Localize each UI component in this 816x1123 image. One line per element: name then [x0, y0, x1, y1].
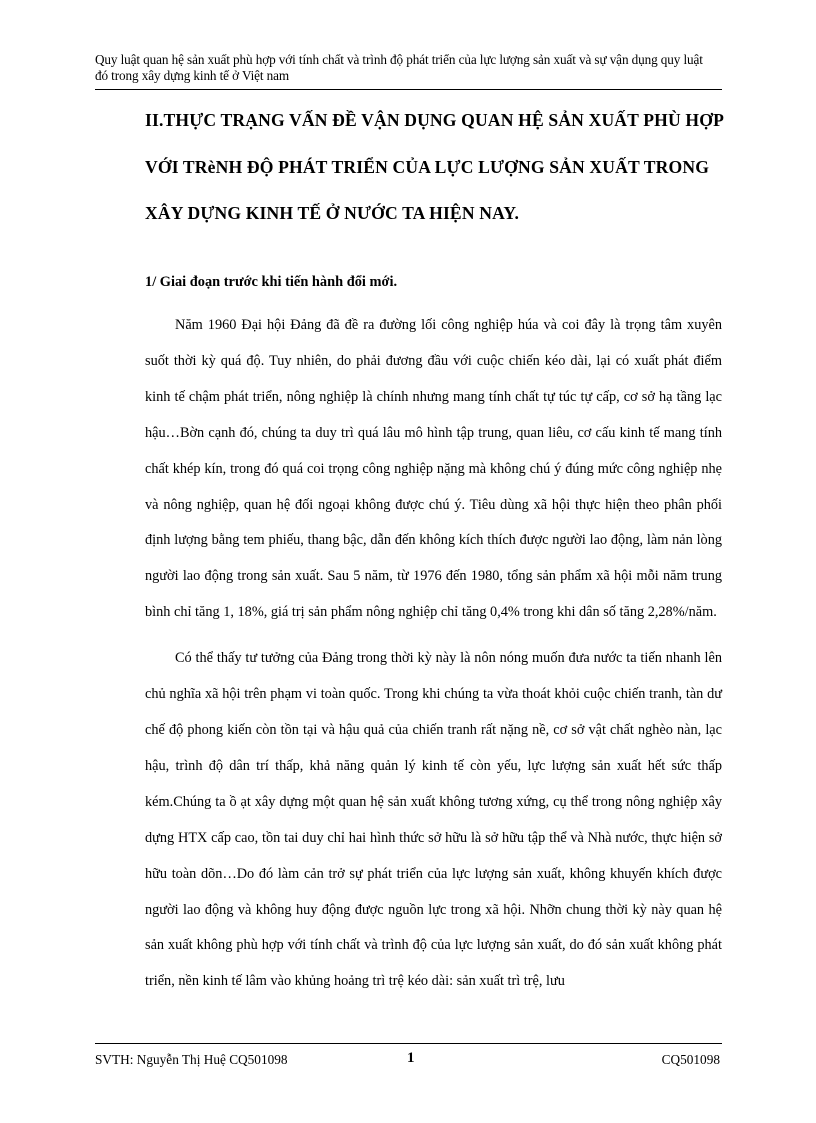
- section-heading: 1/ Giai đoạn trước khi tiến hành đổi mới.: [145, 274, 398, 290]
- body-text: [145, 308, 722, 1010]
- paragraph-2: Có thể thấy tư tưởng của Đảng trong thời kỳ này là nôn nóng muốn đưa nước ta tiến nhanh lên chủ nghĩa xã hội trên phạm vi toàn quốc. Trong khi chúng ta vừa thoát khỏi cuộc chiến tranh, tàn dư chế độ phong kiến còn tồn tại và hậu quả của chiến tranh rất nặng nề, cơ sở vật chất nghèo nàn, lạc hậu, trình độ dân trí thấp, khả năng quản lý kinh tế còn yếu, lực lượng sản xuất hết sức thấp kém.Chúng ta ồ ạt xây dựng một quan hệ sản xuất không tương xứng, cụ thể trong nông nghiệp xây dựng HTX cấp cao, tồn tai duy chỉ hai hình thức sở hữu là sở hữu tập thể và Nhà nước, thực hiện sở hữu toàn dõn…Do đó làm cản trở sự phát triển của lực lượng sản xuất, không khuyến khích được người lao động và không huy động được nguồn lực trong xã hội. Nhỡn chung thời kỳ này quan hệ sản xuất không phù hợp với tính chất và trình độ của lực lượng sản xuất, do đó sản xuất không phát triển, nền kinh tế lâm vào khủng hoảng trì trệ kéo dài: sản xuất trì trệ, lưu: [145, 650, 722, 990]
- page-number: 1: [407, 1050, 415, 1066]
- footer-code: CQ501098: [661, 1052, 720, 1067]
- chapter-title: II.THỰC TRẠNG VẤN ĐỀ VẬN DỤNG QUAN HỆ SẢN XUẤT PHÙ HỢP VỚI TRèNH ĐỘ PHÁT TRIỂN CỦA LỰC LƯỢNG SẢN XUẤT TRONG XÂY DỰNG KINH TẾ Ở NƯỚC TA HIỆN NAY.: [145, 110, 723, 223]
- paragraph-1: Năm 1960 Đại hội Đảng đã đề ra đường lối công nghiệp húa và coi đây là trọng tâm xuyên suốt thời kỳ quá độ. Tuy nhiên, do phải đương đầu với cuộc chiến kéo dài, lại có xuất phát điểm kinh tế chậm phát triển, nông nghiệp là chính nhưng mang tính chất tự túc tự cấp, cơ sở hạ tầng lạc hậu…Bờn cạnh đó, chúng ta duy trì quá lâu mô hình tập trung, quan liêu, cơ cấu kinh tế mang tính chất khép kín, trong đó quá coi trọng công nghiệp nặng mà không chú ý đúng mức công nghiệp nhẹ và nông nghiệp, quan hệ đối ngoại không được chú ý. Tiêu dùng xã hội thực hiện theo phân phối định lượng bằng tem phiếu, thang bậc, dẫn đến không kích thích được người lao động, làm nản lòng người lao động trong sản xuất. Sau 5 năm, từ 1976 đến 1980, tổng sản phẩm xã hội mỗi năm trung bình chỉ tăng 1, 18%, giá trị sản phẩm nông nghiệp chỉ tăng 0,4% trong khi dân số tăng 2,28%/năm.: [145, 317, 722, 621]
- footer-author: SVTH: Nguyễn Thị Huệ CQ501098: [95, 1052, 288, 1067]
- footer-divider: [95, 1043, 722, 1044]
- running-header: Quy luật quan hệ sản xuất phù hợp với tính chất và trình độ phát triển của lực lượng sản xuất và sự vận dụng quy luật đó trong xây dựng kinh tế ở Việt nam: [95, 52, 703, 83]
- header-divider: [95, 89, 722, 90]
